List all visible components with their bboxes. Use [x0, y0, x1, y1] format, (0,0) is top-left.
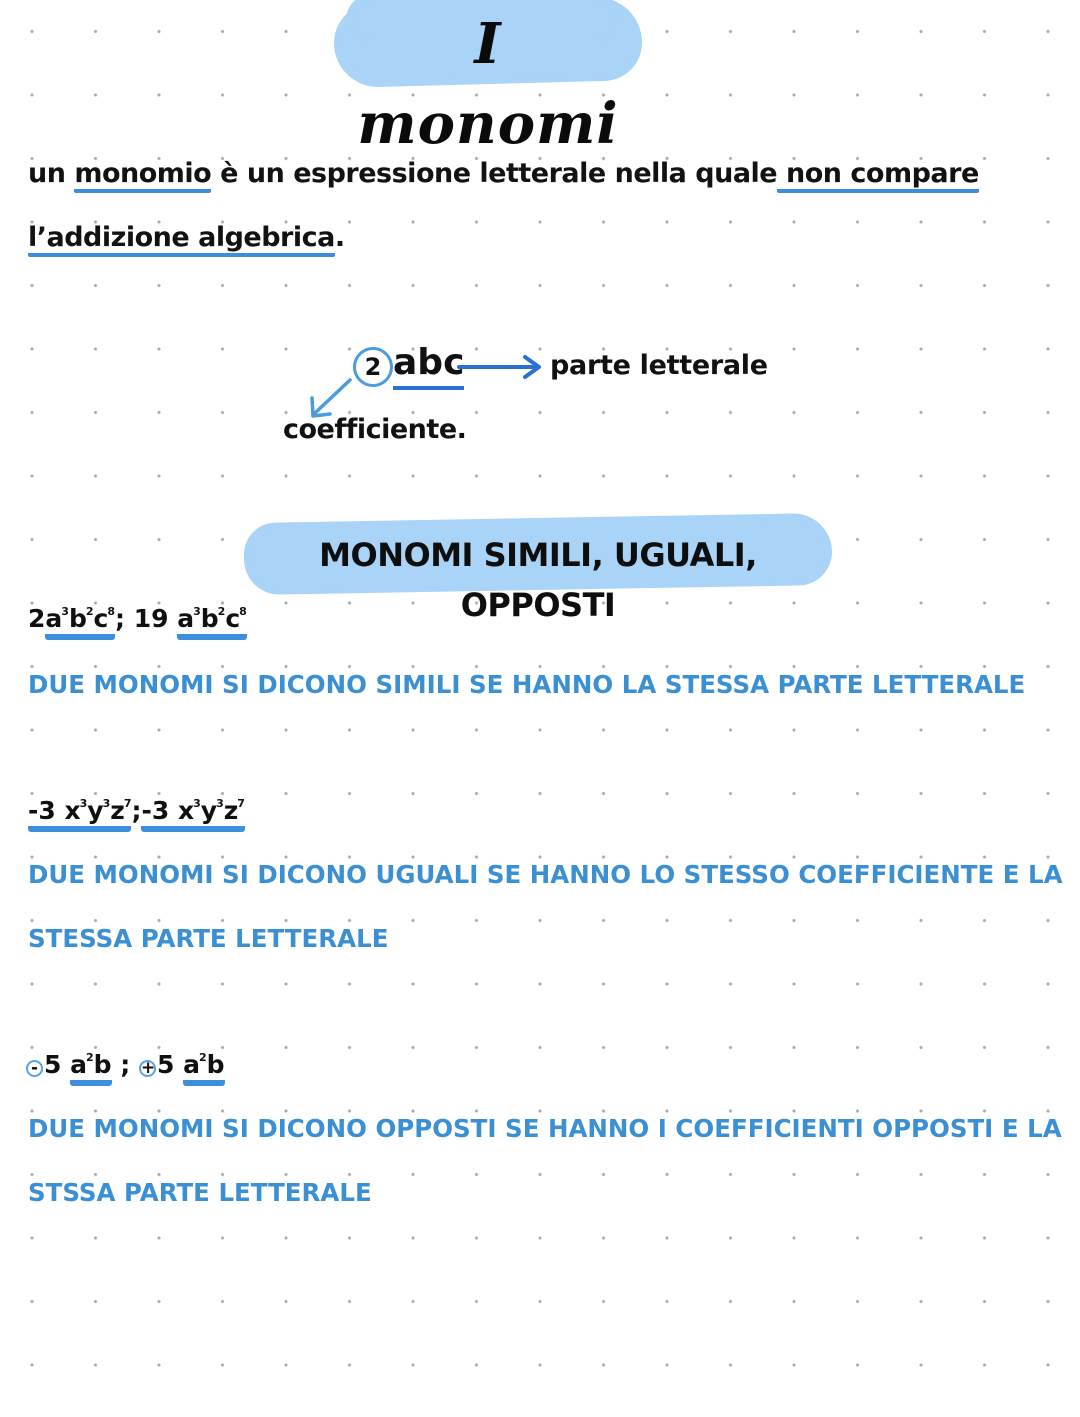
definition-line-2: [28, 222, 345, 253]
label-coefficiente: coefficiente.: [283, 414, 467, 445]
coef: 5: [44, 1050, 62, 1079]
literal-part-underlined: $a^3b^2c^8$: [45, 604, 115, 640]
coef: 2: [28, 604, 46, 633]
rule-similar: DUE MONOMI SI DICONO SIMILI SE HANNO LA STESSA PARTE LETTERALE: [28, 670, 1026, 699]
separator: ;: [114, 604, 125, 633]
opposite-examples: [26, 1050, 225, 1079]
monomial-underlined: -3 $x^3y^3z^7$: [28, 796, 131, 832]
equal-examples: [28, 796, 245, 825]
circled-plus-sign: +: [141, 1058, 156, 1078]
section-title: MONOMI SIMILI, UGUALI, OPPOSTI: [319, 536, 757, 624]
literal-part-underlined: $a^2b$: [70, 1050, 111, 1086]
coef: 5: [157, 1050, 175, 1079]
term-monomio: monomio: [74, 158, 211, 193]
label-parte-letterale: parte letterale: [550, 350, 768, 381]
definition-period: .: [334, 222, 345, 253]
rule-equal-line-1: DUE MONOMI SI DICONO UGUALI SE HANNO LO STESSO COEFFICIENTE E LA: [28, 860, 1063, 889]
arrow-right-icon: [455, 354, 545, 382]
separator: ;: [131, 796, 142, 825]
similar-examples: [28, 604, 247, 633]
definition-prefix: un: [28, 158, 75, 189]
definition-middle: è un espressione letterale nella quale: [211, 158, 778, 189]
rule-opposite-line-2: STSSA PARTE LETTERALE: [28, 1178, 372, 1207]
definition-line-1: [28, 158, 979, 189]
page-title: I monomi: [357, 11, 619, 157]
separator: ;: [120, 1050, 131, 1079]
literal-part-underlined: $a^3b^2c^8$: [177, 604, 247, 640]
literal-part-underlined: $a^2b$: [183, 1050, 224, 1086]
term-non-compare: non compare: [777, 158, 979, 193]
rule-opposite-line-1: DUE MONOMI SI DICONO OPPOSTI SE HANNO I COEFFICIENTI OPPOSTI E LA: [28, 1114, 1062, 1143]
coef: 19: [133, 604, 169, 633]
coefficient-circle: 2: [353, 347, 393, 387]
monomial-underlined: -3 $x^3y^3z^7$: [141, 796, 244, 832]
rule-equal-line-2: STESSA PARTE LETTERALE: [28, 924, 389, 953]
term-addizione-algebrica: l’addizione algebrica: [28, 222, 335, 257]
circled-minus-sign: -: [26, 1060, 43, 1077]
literal-part: abc: [393, 340, 464, 390]
